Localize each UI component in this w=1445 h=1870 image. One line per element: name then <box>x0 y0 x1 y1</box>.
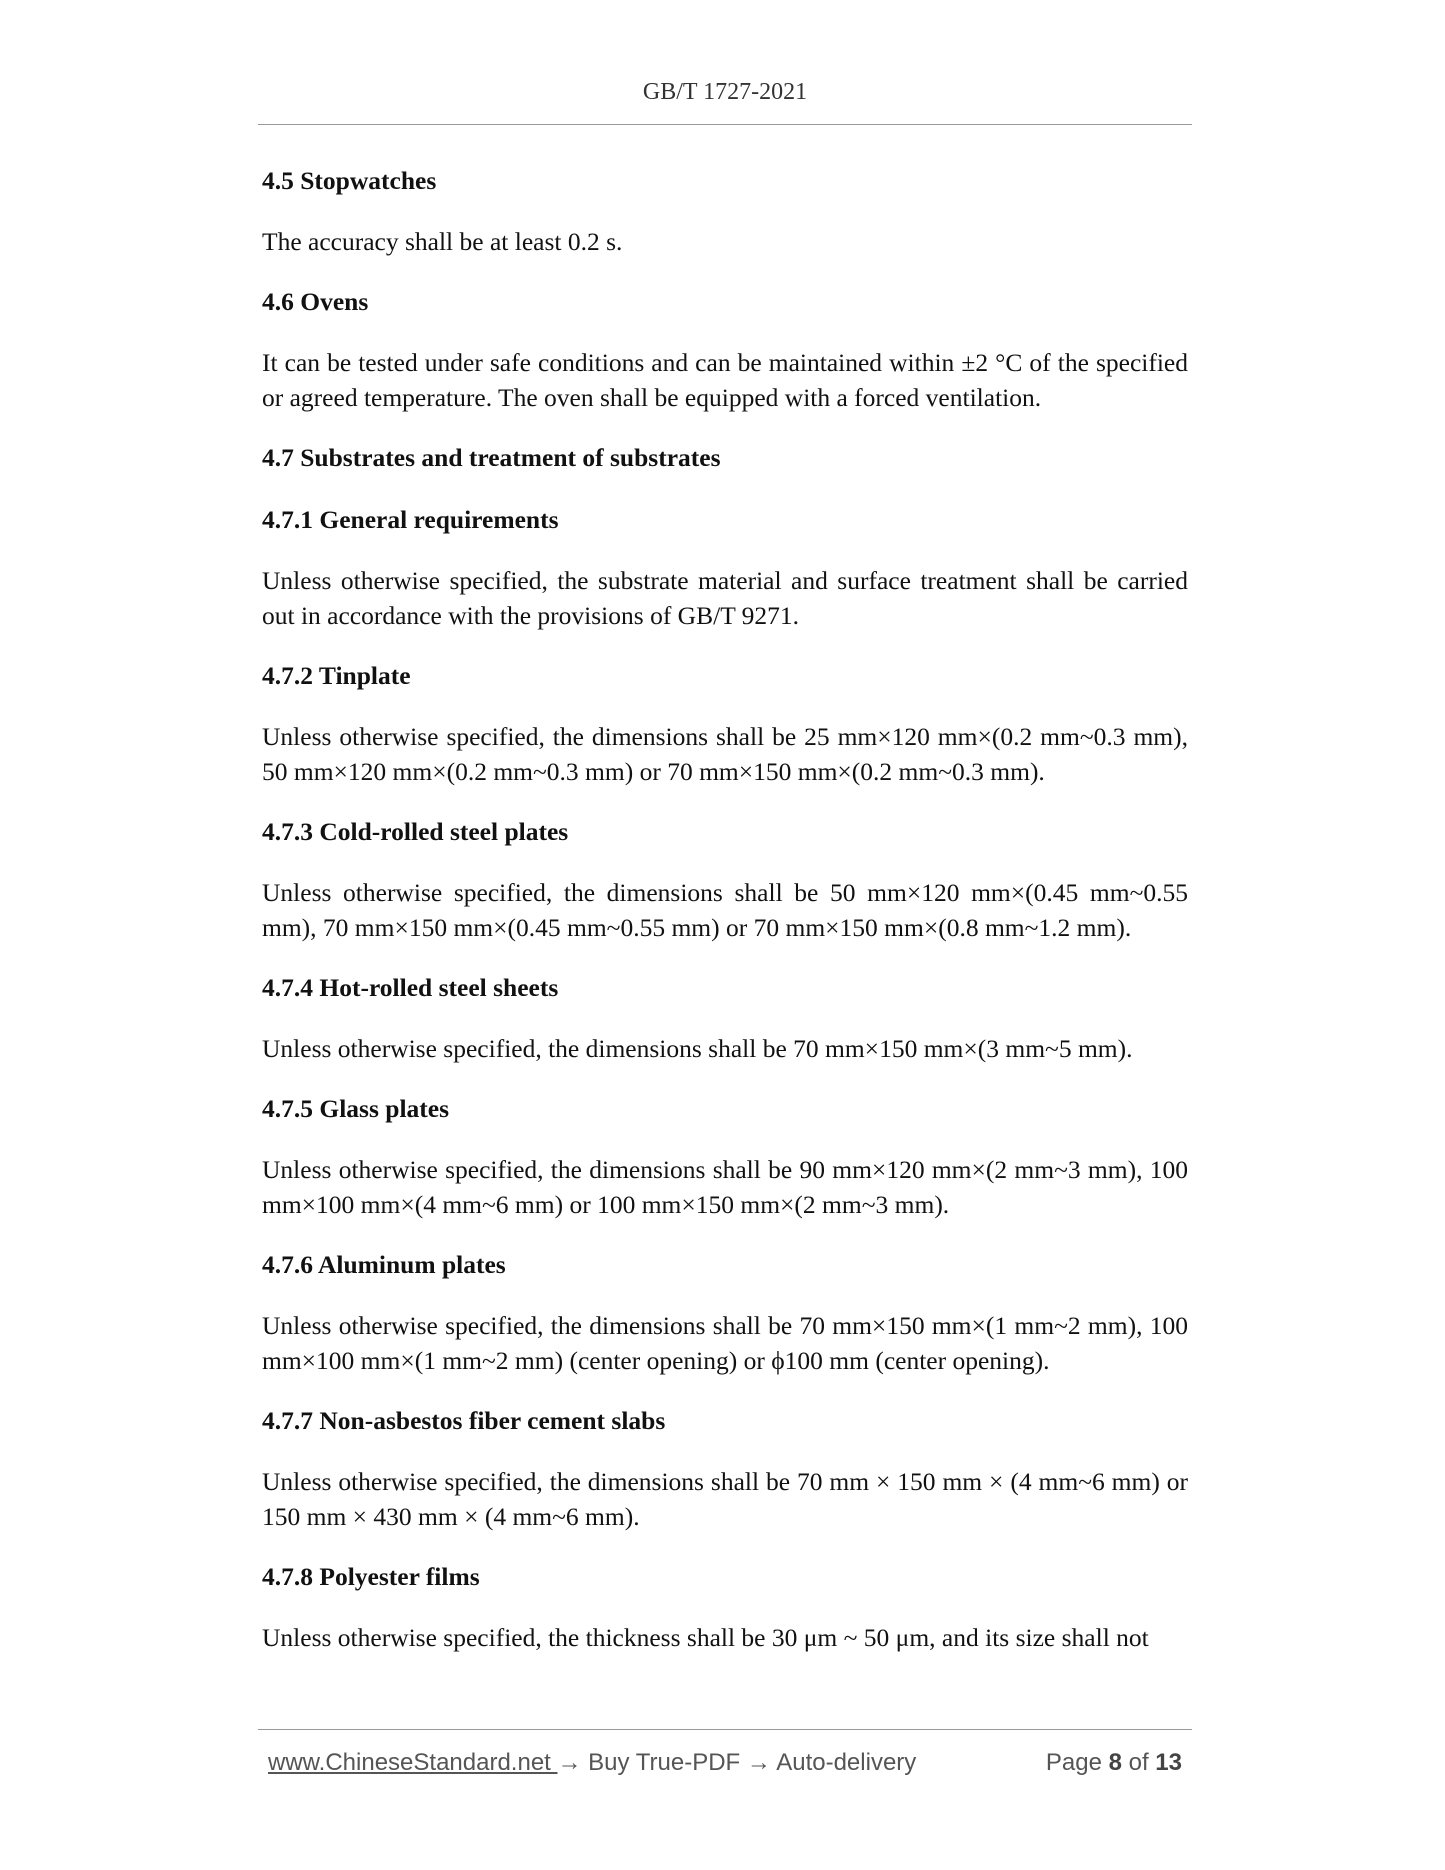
section-heading-4-7-4: 4.7.4 Hot-rolled steel sheets <box>262 973 559 1002</box>
arrow-right-icon: → <box>557 1749 582 1776</box>
section-text-4-7-8: Unless otherwise specified, the thickness shall be 30 μm ~ 50 μm, and its size shall not <box>262 1623 1149 1652</box>
section-text-4-7-3: Unless otherwise specified, the dimensions shall be 50 mm×120 mm×(0.45 mm~0.55 mm), 70 mm×150 mm×(0.45 mm~0.55 mm) or 70 mm×150 mm×(0.8 mm~1.2 mm). <box>262 878 1188 942</box>
section-text-4-7-1: Unless otherwise specified, the substrate material and surface treatment shall be carried out in accordance with the provisions of GB/T 9271. <box>262 566 1188 630</box>
section-text-4-5: The accuracy shall be at least 0.2 s. <box>262 227 623 256</box>
site-link[interactable]: www.ChineseStandard.net <box>268 1749 558 1776</box>
footer-divider <box>258 1729 1192 1730</box>
page-total: 13 <box>1155 1749 1182 1776</box>
arrow-right-icon: → <box>746 1749 771 1776</box>
section-text-4-7-5: Unless otherwise specified, the dimensions shall be 90 mm×120 mm×(2 mm~3 mm), 100 mm×100 mm×(4 mm~6 mm) or 100 mm×150 mm×(2 mm~3 mm). <box>262 1155 1188 1219</box>
section-heading-4-7-1: 4.7.1 General requirements <box>262 505 559 534</box>
page-of-label: of <box>1121 1749 1156 1776</box>
section-text-4-7-7: Unless otherwise specified, the dimensions shall be 70 mm × 150 mm × (4 mm~6 mm) or 150 mm × 430 mm × (4 mm~6 mm). <box>262 1467 1188 1531</box>
page-indicator <box>1046 1746 1182 1780</box>
header-divider <box>258 124 1192 125</box>
section-text-4-7-4: Unless otherwise specified, the dimensions shall be 70 mm×150 mm×(3 mm~5 mm). <box>262 1034 1133 1063</box>
section-text-4-7-2: Unless otherwise specified, the dimensions shall be 25 mm×120 mm×(0.2 mm~0.3 mm), 50 mm×120 mm×(0.2 mm~0.3 mm) or 70 mm×150 mm×(0.2 mm~0.3 mm). <box>262 722 1188 786</box>
section-heading-4-6: 4.6 Ovens <box>262 287 369 316</box>
section-text-4-6: It can be tested under safe conditions and can be maintained within ±2 °C of the specified or agreed temperature. The oven shall be equipped with a forced ventilation. <box>262 348 1188 412</box>
page-current: 8 <box>1108 1749 1122 1776</box>
auto-delivery-text: Auto-delivery <box>770 1749 917 1776</box>
section-heading-4-7-7: 4.7.7 Non-asbestos fiber cement slabs <box>262 1406 666 1435</box>
section-heading-4-7-2: 4.7.2 Tinplate <box>262 661 411 690</box>
page-header-standard-code: GB/T 1727-2021 <box>642 79 808 105</box>
page-footer <box>268 1746 1182 1780</box>
document-body <box>262 162 1188 1679</box>
section-heading-4-7-3: 4.7.3 Cold-rolled steel plates <box>262 817 569 846</box>
section-heading-4-7-8: 4.7.8 Polyester films <box>262 1562 480 1591</box>
footer-promo <box>268 1746 916 1780</box>
section-heading-4-7: 4.7 Substrates and treatment of substrates <box>262 443 721 472</box>
section-text-4-7-6: Unless otherwise specified, the dimensions shall be 70 mm×150 mm×(1 mm~2 mm), 100 mm×100 mm×(1 mm~2 mm) (center opening) or ϕ100 mm (center opening). <box>262 1311 1188 1375</box>
section-heading-4-7-6: 4.7.6 Aluminum plates <box>262 1250 506 1279</box>
section-heading-4-7-5: 4.7.5 Glass plates <box>262 1094 450 1123</box>
page-label: Page <box>1045 1749 1109 1776</box>
buy-true-pdf-text: Buy True-PDF <box>581 1749 747 1776</box>
section-heading-4-5: 4.5 Stopwatches <box>262 166 437 195</box>
